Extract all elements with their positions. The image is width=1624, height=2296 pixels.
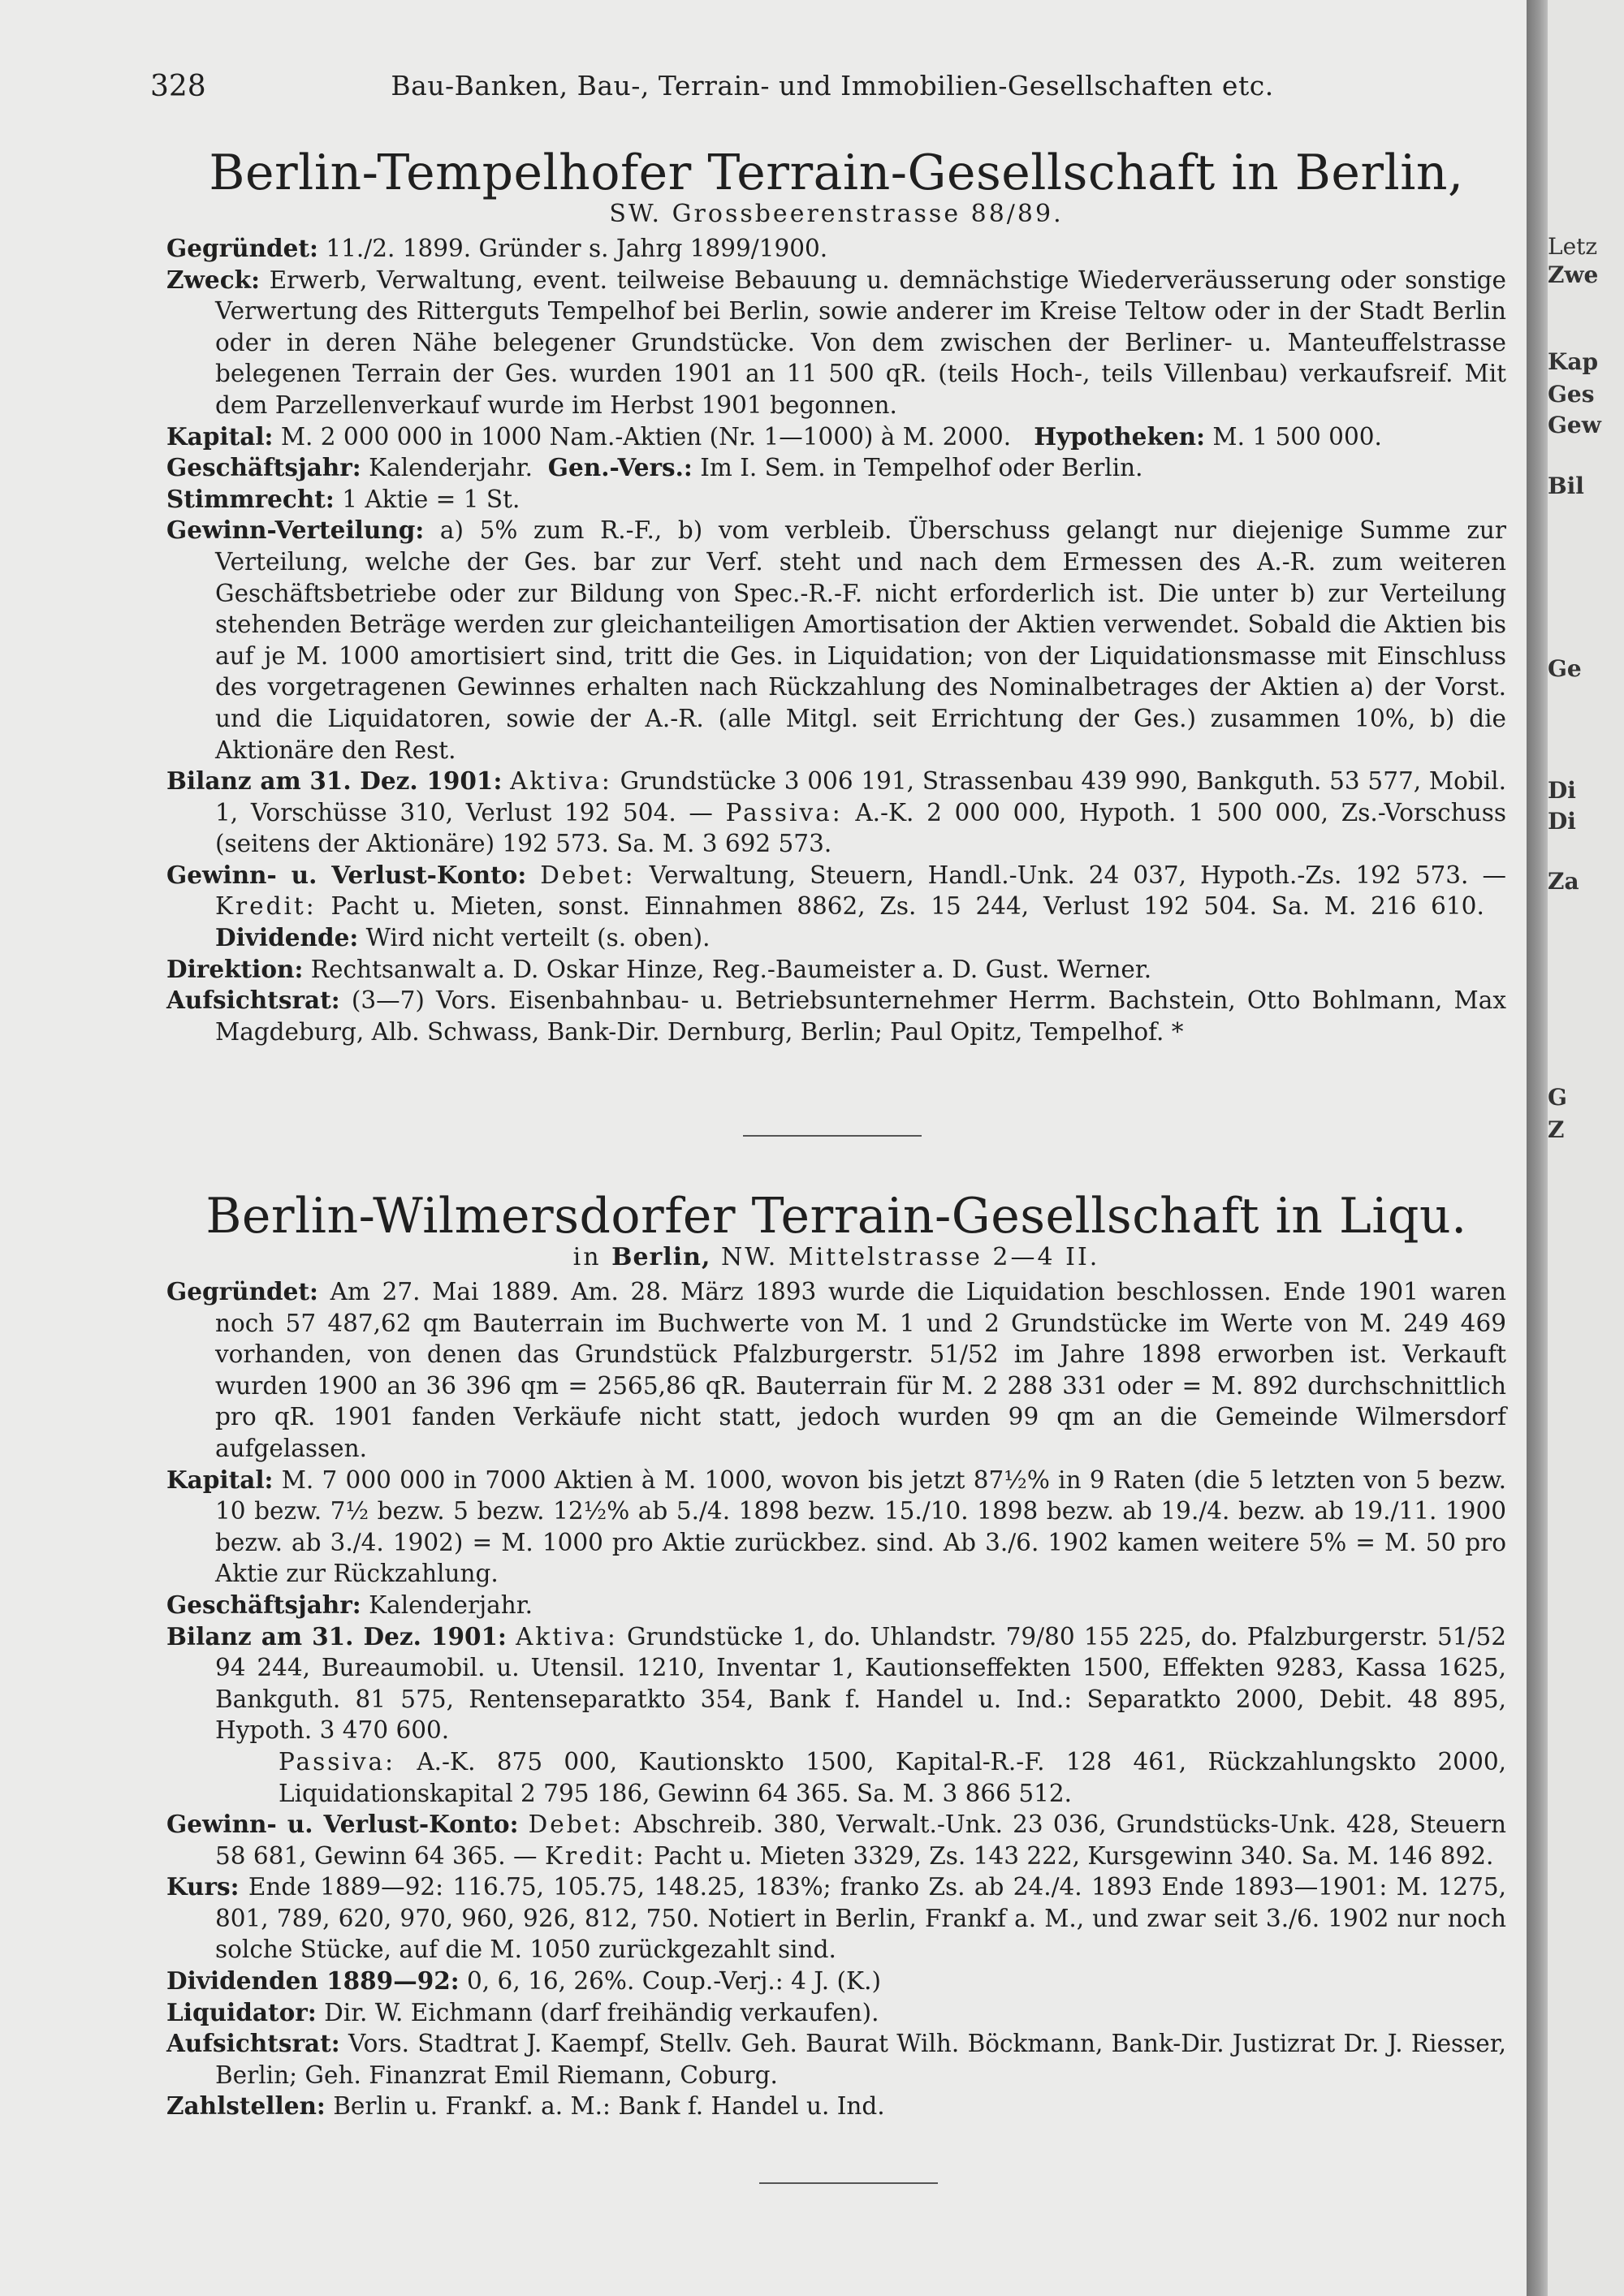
company-title: Berlin-Tempelhofer Terrain-Gesellschaft in Berlin,	[209, 145, 1464, 201]
entry-gegruendet: Gegründet: 11./2. 1899. Gründer s. Jahrg 1899/1900.	[166, 234, 828, 262]
entry-kapital: Kapital: M. 7 000 000 in 7000 Aktien à M. 1000, wovon bis jetzt 87½% in 9 Raten (die 5 letzten von 5 bezw. 10 bezw. 7½ bezw. 5 bezw. 12½% ab 5./4. 1898 bezw. 15./10. 1898 bezw. ab 19./4. bezw. ab 19./11. 1900 bezw. ab 3./4. 1902) = M. 1000 pro Aktie zurückbez. sind. Ab 3./6. 1902 kamen weitere 5% = M. 50 pro Aktie zur Rückzahlung.	[166, 1465, 1506, 1588]
entry-geschaeftsjahr: Geschäftsjahr: Kalenderjahr. Gen.-Vers.: Im I. Sem. in Tempelhof oder Berlin.	[166, 453, 1143, 482]
entry-bilanz: Bilanz am 31. Dez. 1901: Aktiva: Grundstücke 1, do. Uhlandstr. 79/80 155 225, do. Pfalzburgerstr. 51/52 94 244, Bureaumobil. u. Utensil. 1210, Inventar 1, Kautionseffekten 1500, Effekten 9283, Kassa 1625, Bankguth. 81 575, Rentenseparatkto 354, Bank f. Handel u. Ind.: Separatkto 2000, Debit. 48 895, Hypoth. 3 470 600. Passiva: A.-K. 875 000, Kautionskto 1500, Kapital-R.-F. 128 461, Rückzahlungskto 2000, Liquidationskapital 2 795 186, Gewinn 64 365. Sa. M. 3 866 512.	[166, 1621, 1506, 1807]
running-title: Bau-Banken, Bau-, Terrain- und Immobilien-Gesellschaften etc.	[391, 70, 1274, 101]
entry-gegruendet: Gegründet: Am 27. Mai 1889. Am. 28. März 1893 wurde die Liquidation beschlossen. Ende 1901 waren noch 57 487,62 qm Bauterrain im Buchwerte von M. 1 und 2 Grundstücke im Werte von M. 249 469 vorhanden, von denen das Grundstück Pfalzburgerstr. 51/52 im Jahre 1898 erworben ist. Verkauft wurden 1900 an 36 396 qm = 2565,86 qR. Bauterrain für M. 2 288 331 oder = M. 892 durchschnittlich pro qR. 1901 fanden Verkäufe nicht statt, jedoch wurden 99 qm an die Gemeinde Wilmersdorf aufgelassen.	[166, 1277, 1506, 1462]
entry-gewinn-verteilung: Gewinn-Verteilung: a) 5% zum R.-F., b) vom verbleib. Überschuss gelangt nur diejenige Summe zur Verteilung, welche der Ges. bar zur Verf. steht und nach dem Ermessen des A.-R. zum weiteren Geschäftsbetriebe oder zur Bildung von Spec.-R.-F. nicht erforderlich ist. Die unter b) zur Verteilung stehenden Beträge werden zur gleichanteiligen Amortisation der Aktien verwendet. Sobald die Aktien bis auf je M. 1000 amortisiert sind, tritt die Ges. in Liquidation; von der Liquidationsmasse mit Einschluss des vorgetragenen Gewinnes erhalten nach Rückzahlung des Nominalbetrages der Aktien a) der Vorst. und die Liquidatoren, sowie der A.-R. (alle Mitgl. seit Errichtung der Ges.) zusammen 10%, b) die Aktionäre den Rest.	[166, 516, 1506, 764]
company-entry-wilmersdorf	[166, 1189, 1506, 2122]
entry-kapital: Kapital: M. 2 000 000 in 1000 Nam.-Aktien (Nr. 1—1000) à M. 2000. Hypotheken: M. 1 500 000.	[166, 421, 1382, 451]
running-head	[150, 70, 1514, 110]
entry-stimmrecht: Stimmrecht: 1 Aktie = 1 St.	[166, 484, 520, 513]
edge-fragment: Ge	[1548, 655, 1582, 682]
entry-zahlstellen: Zahlstellen: Berlin u. Frankf. a. M.: Bank f. Handel u. Ind.	[166, 2091, 885, 2121]
company-title: Berlin-Wilmersdorfer Terrain-Gesellschaft in Liqu.	[205, 1188, 1467, 1245]
entry-gewinn-verlust: Gewinn- u. Verlust-Konto: Debet: Verwaltung, Steuern, Handl.-Unk. 24 037, Hypoth.-Zs. 192 573. — Kredit: Pacht u. Mieten, sonst. Einnahmen 8862, Zs. 15 244, Verlust 192 504. Sa. M. 216 610. Dividende: Wird nicht verteilt (s. oben).	[166, 860, 1506, 952]
edge-fragment: Zwe	[1548, 261, 1599, 288]
entry-bilanz: Bilanz am 31. Dez. 1901: Aktiva: Grundstücke 3 006 191, Strassenbau 439 990, Bankguth. 53 577, Mobil. 1, Vorschüsse 310, Verlust 192 504. — Passiva: A.-K. 2 000 000, Hypoth. 1 500 000, Zs.-Vorschuss (seitens der Aktionäre) 192 573. Sa. M. 3 692 573.	[166, 766, 1506, 858]
section-divider	[743, 1135, 922, 1137]
edge-fragment: Di	[1548, 808, 1576, 835]
entry-aufsichtsrat: Aufsichtsrat: (3—7) Vors. Eisenbahnbau- u. Betriebsunternehmer Herrm. Bachstein, Otto Bohlmann, Max Magdeburg, Alb. Schwass, Bank-Dir. Dernburg, Berlin; Paul Opitz, Tempelhof. *	[166, 986, 1506, 1046]
entry-geschaeftsjahr: Geschäftsjahr: Kalenderjahr.	[166, 1590, 533, 1619]
next-page-edge	[1548, 0, 1624, 2296]
edge-fragment: Letz	[1548, 233, 1598, 260]
edge-fragment: Ges	[1548, 381, 1595, 408]
edge-fragment: G	[1548, 1084, 1567, 1111]
page-number: 328	[150, 70, 206, 103]
section-divider	[759, 2182, 938, 2184]
edge-fragment: Z	[1548, 1116, 1565, 1143]
entry-liquidator: Liquidator: Dir. W. Eichmann (darf freihändig verkaufen).	[166, 1997, 879, 2026]
edge-fragment: Di	[1548, 777, 1576, 804]
company-address: in Berlin, NW. Mittelstrasse 2—4 II.	[572, 1243, 1100, 1271]
company-entry-tempelhof	[166, 146, 1506, 1047]
edge-fragment: Gew	[1548, 412, 1601, 438]
entry-kurs: Kurs: Ende 1889—92: 116.75, 105.75, 148.25, 183%; franko Zs. ab 24./4. 1893 Ende 1893—1901: M. 1275, 801, 789, 620, 970, 960, 926, 812, 750. Notiert in Berlin, Frankf a. M., und zwar seit 3./6. 1902 nur noch solche Stücke, auf die M. 1050 zurückgezahlt sind.	[166, 1872, 1506, 1964]
entry-gewinn-verlust: Gewinn- u. Verlust-Konto: Debet: Abschreib. 380, Verwalt.-Unk. 23 036, Grundstücks-Unk. 428, Steuern 58 681, Gewinn 64 365. — Kredit: Pacht u. Mieten 3329, Zs. 143 222, Kursgewinn 340. Sa. M. 146 892.	[166, 1810, 1506, 1870]
entry-zweck: Zweck: Erwerb, Verwaltung, event. teilweise Bebauung u. demnächstige Wiederveräusserung oder sonstige Verwertung des Ritterguts Tempelhof bei Berlin, sowie anderer im Kreise Teltow oder in der Stadt Berlin oder in deren Nähe belegener Grundstücke. Von dem zwischen der Berliner- u. Manteuffelstrasse belegenen Terrain der Ges. wurden 1901 an 11 500 qR. (teils Hoch-, teils Villenbau) verkaufsreif. Mit dem Parzellenverkauf wurde im Herbst 1901 begonnen.	[166, 265, 1506, 419]
edge-fragment: Bil	[1548, 473, 1584, 499]
book-gutter	[1527, 0, 1548, 2296]
edge-fragment: Kap	[1548, 348, 1599, 375]
entry-aufsichtsrat: Aufsichtsrat: Vors. Stadtrat J. Kaempf, Stellv. Geh. Baurat Wilh. Böckmann, Bank-Dir. Justizrat Dr. J. Riesser, Berlin; Geh. Finanzrat Emil Riemann, Coburg.	[166, 2029, 1506, 2089]
edge-fragment: Za	[1548, 868, 1579, 895]
entry-direktion: Direktion: Rechtsanwalt a. D. Oskar Hinze, Reg.-Baumeister a. D. Gust. Werner.	[166, 954, 1152, 983]
company-address: SW. Grossbeerenstrasse 88/89.	[609, 200, 1064, 228]
entry-dividenden: Dividenden 1889—92: 0, 6, 16, 26%. Coup.-Verj.: 4 J. (K.)	[166, 1966, 881, 1996]
